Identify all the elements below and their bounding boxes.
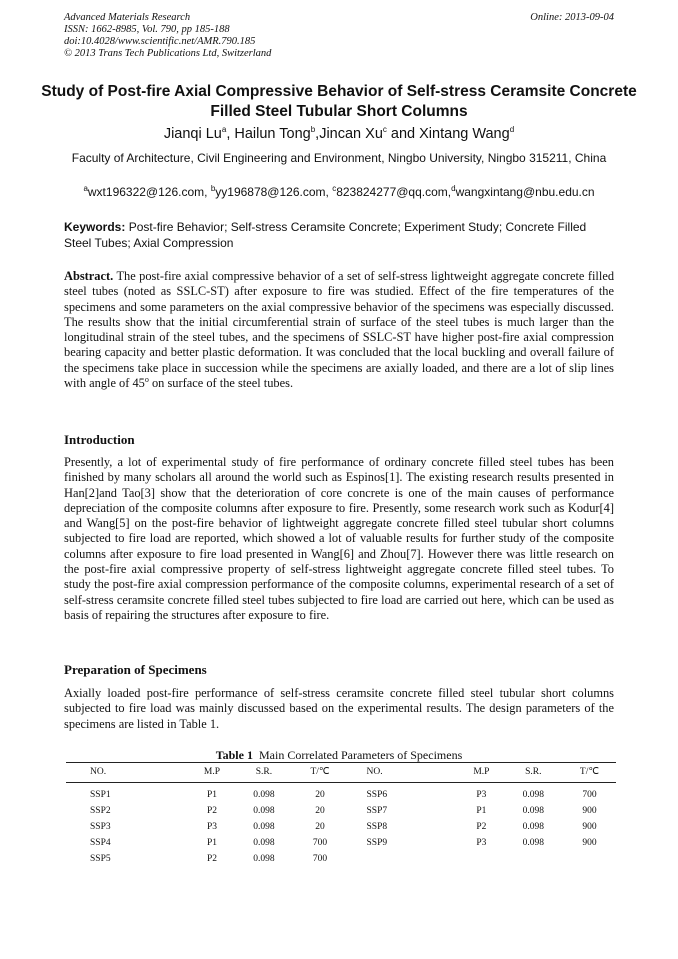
introduction-text: Presently, a lot of experimental study of fire performance of ordinary concrete filled steel tubes has been finished by many scholars all around the world such as Espinos[1]. The existing research results presented in Han[2]and Tao[3] show that the deterioration of core concrete is one of the main causes of performance depreciation of the composite columns after exposure to fire. Presently, some research work such as Kodur[4] and Wang[5] on the post-fire behavior of lightweight aggregate concrete filled steel tubular short columns subjected to fire load are reported, which showed a lot of valuable results for further study of the composite columns after exposure to fire load presented in Wang[6] and Zhou[7]. However there was little research on the post-fire axial compressive property of self-stress lightweight aggregate concrete filled steel tubes. To study the post-fire axial compression performance of the composite columns, experimental research of a set of self-stress ceramsite concrete filled steel tubes subjected to fire load are carried out here, which can be used as basis of repairing the structures after exposure to fire.: [64, 455, 614, 622]
column-header: M.P: [190, 763, 235, 783]
email-mark: b: [210, 184, 216, 193]
journal-header: [64, 12, 271, 60]
author-mark: d: [509, 125, 515, 135]
table-cell: SSP6: [366, 790, 388, 800]
table-cell: P3: [476, 790, 487, 800]
author-separator: ,: [315, 126, 320, 142]
table-cell: P2: [476, 822, 487, 832]
table-cell: SSP9: [366, 838, 388, 848]
author-name: Hailun Tong: [234, 126, 311, 142]
author-list: [40, 126, 638, 142]
paper-title: Study of Post-fire Axial Compressive Behavior of Self-stress Ceramsite Concrete Filled Steel Tubular Short Columns: [41, 83, 637, 120]
author-name: Xintang Wang: [419, 126, 510, 142]
table-cell: 20: [315, 806, 325, 816]
column-header: S.R.: [234, 763, 293, 783]
abstract-text: The post-fire axial compressive behavior of a set of self-stress lightweight aggregate concrete filled steel tubes (noted as SSLC-ST) after exposure to fire was studied. Effect of the fire temperatures of the specimens and some parameters on the axial compressive behavior of the specimens was especially discussed. The results show that the initial circumferential strain of surface of the steel tubes is much larger than the longitudinal strain of the steel tubes, and the specimens of SSLC-ST have higher post-fire axial compression bearing capacity and better plastic deformation. It was concluded that the local buckling and overall failure of the specimens take place in succession while the specimens are axially loaded, and there are a lot of slip lines with angle of 45: [64, 269, 615, 391]
table-cell: 0.098: [522, 822, 544, 832]
table-cell: 0.098: [253, 790, 275, 800]
email-mark: c: [332, 184, 337, 193]
table-row: [66, 835, 616, 851]
copyright-line: © 2013 Trans Tech Publications Ltd, Switzerland: [64, 48, 272, 59]
table-cell: 900: [582, 838, 597, 848]
table-cell: 700: [312, 838, 328, 848]
table-cell: P1: [206, 838, 217, 848]
journal-name: Advanced Materials Research: [64, 12, 191, 23]
table-cell: 700: [582, 790, 597, 800]
degree-mark: o: [144, 374, 149, 384]
table-cell: 700: [312, 854, 328, 864]
email-list: $^a$wxt196322@126.com, $^b$yy196878@126.com, $^c$823824277@qq.com,$^d$wangxintang@nbu.edu.cn: [83, 184, 595, 199]
table-caption-text: Main Correlated Parameters of Specimens: [258, 748, 463, 762]
table-cell: 20: [315, 822, 325, 832]
table-cell: 0.098: [522, 838, 544, 848]
author-mark: a: [221, 125, 227, 135]
specimen-table: [66, 762, 616, 867]
table-cell: 0.098: [253, 806, 275, 816]
table-cell: SSP2: [90, 806, 111, 816]
author-mark: c: [382, 125, 387, 135]
table-cell: 0.098: [253, 822, 275, 832]
table-cell: 0.098: [253, 838, 275, 848]
keywords-label: Keywords:: [64, 220, 126, 234]
author-separator: ,: [226, 126, 235, 142]
table-header-row: [66, 763, 616, 783]
table-cell: [459, 851, 504, 867]
preparation-text: Axially loaded post-fire performance of self-stress ceramsite concrete filled steel tubular short columns subjected to fire load was mainly discussed based on the experimental results. The design parameters of the specimens are listed in Table 1.: [64, 686, 614, 731]
column-header: NO.: [347, 763, 460, 783]
abstract-text-end: on surface of the steel tubes.: [148, 376, 294, 391]
keywords-text: Post-fire Behavior; Self-stress Ceramsite Concrete; Experiment Study; Concrete Filled Steel Tubes; Axial Compression: [64, 220, 587, 250]
column-header: M.P: [459, 763, 504, 783]
table-cell: [504, 851, 563, 867]
table-cell: P3: [476, 838, 487, 848]
table-row: [66, 851, 616, 867]
doi-line: doi:10.4028/www.scientific.net/AMR.790.185: [64, 36, 256, 47]
section-heading-preparation: Preparation of Specimens: [64, 662, 207, 677]
section-heading-introduction: Introduction: [64, 432, 135, 447]
author-name: Jincan Xu: [319, 126, 383, 142]
table-cell: SSP1: [90, 790, 111, 800]
table-cell: 900: [582, 822, 597, 832]
table-cell: 0.098: [253, 854, 275, 864]
author-separator: and: [386, 126, 420, 142]
column-header: NO.: [66, 763, 190, 783]
table-cell: P1: [206, 790, 217, 800]
email-mark: d: [451, 184, 456, 193]
table-cell: 20: [315, 790, 325, 800]
column-header: T/℃: [563, 763, 616, 783]
table-cell: [347, 851, 460, 867]
issn-line: ISSN: 1662-8985, Vol. 790, pp 185-188: [64, 24, 230, 35]
affiliation: Faculty of Architecture, Civil Engineering and Environment, Ningbo University, Ningbo 315211, China: [71, 151, 607, 165]
table-row: [66, 803, 616, 819]
table-cell: 0.098: [522, 806, 544, 816]
author-mark: b: [310, 125, 316, 135]
email-address[interactable]: wangxintang@nbu.edu.cn: [455, 185, 595, 199]
column-header: S.R.: [504, 763, 563, 783]
email-address[interactable]: 823824277@qq.com: [336, 185, 448, 199]
email-address[interactable]: yy196878@126.com: [215, 185, 326, 199]
table-label: Table 1: [215, 748, 253, 762]
column-header: T/℃: [294, 763, 347, 783]
table-caption: [0, 748, 678, 763]
abstract: [64, 269, 614, 391]
table-cell: P2: [206, 854, 217, 864]
table-cell: P3: [206, 822, 217, 832]
keywords: [64, 219, 616, 251]
author-name: Jianqi Lu: [163, 126, 222, 142]
table-cell: SSP8: [366, 822, 388, 832]
email-address[interactable]: wxt196322@126.com: [87, 185, 205, 199]
table-cell: SSP3: [90, 822, 111, 832]
table-cell: 900: [582, 806, 597, 816]
table-cell: SSP7: [366, 806, 388, 816]
table-row: [66, 819, 616, 835]
table-cell: 0.098: [522, 790, 544, 800]
abstract-label: Abstract.: [64, 269, 114, 283]
table-row: [66, 783, 616, 804]
email-mark: a: [83, 184, 88, 193]
table-cell: SSP4: [90, 838, 111, 848]
table-cell: P2: [206, 806, 217, 816]
table-cell: SSP5: [90, 854, 111, 864]
table-cell: P1: [476, 806, 487, 816]
table-cell: [563, 851, 616, 867]
online-date: Online: 2013-09-04: [530, 12, 614, 23]
